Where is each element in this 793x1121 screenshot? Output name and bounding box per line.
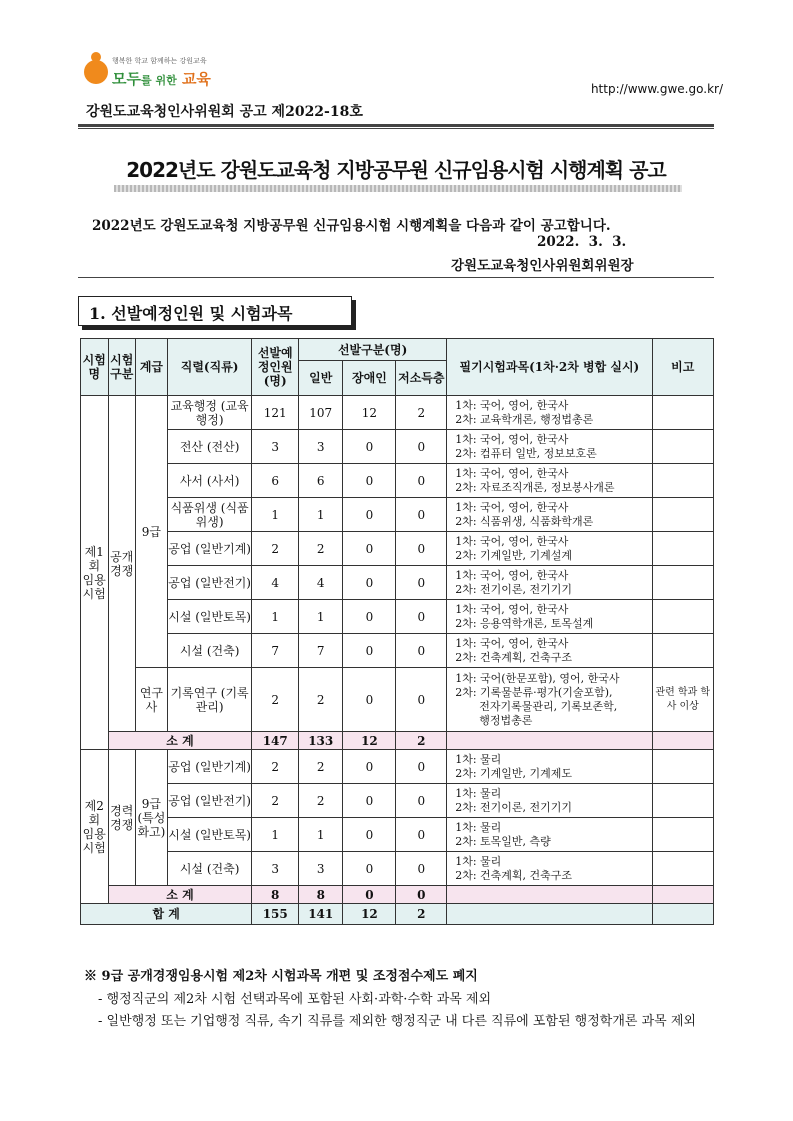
remarks-cell [652, 904, 713, 925]
header-low-income: 저소득층 [396, 361, 447, 396]
subtotal-label: 소 계 [108, 886, 252, 904]
low-income-cell: 0 [396, 566, 447, 600]
remarks-cell [652, 600, 713, 634]
table-row [81, 396, 714, 430]
total-label: 합 계 [81, 904, 252, 925]
planned-cell: 1 [252, 498, 299, 532]
divider [78, 128, 714, 129]
general-cell: 1 [299, 818, 343, 852]
table-row [81, 464, 714, 498]
low-income-cell: 0 [396, 852, 447, 886]
general-cell: 4 [299, 566, 343, 600]
subjects-cell [447, 732, 652, 750]
remarks-cell [652, 732, 713, 750]
low-income-cell: 2 [396, 396, 447, 430]
disabled-cell: 0 [343, 532, 396, 566]
logo-main: 모두를 위한 교육 [112, 70, 211, 88]
subjects-cell: 1차: 국어, 영어, 한국사 2차: 기계일반, 기계설계 [447, 532, 652, 566]
exam-type-cell: 경력경쟁 [108, 750, 136, 886]
signer: 강원도교육청인사위원회위원장 [451, 258, 634, 274]
planned-cell: 3 [252, 430, 299, 464]
planned-cell: 4 [252, 566, 299, 600]
job-cell: 전산 (전산) [167, 430, 252, 464]
planned-cell: 3 [252, 852, 299, 886]
planned-cell: 2 [252, 784, 299, 818]
intro-text: 2022년도 강원도교육청 지방공무원 신규임용시험 시행계획을 다음과 같이 공고합니다. [92, 218, 611, 234]
subjects-cell: 1차: 국어, 영어, 한국사 2차: 건축계획, 건축구조 [447, 634, 652, 668]
planned-cell: 8 [252, 886, 299, 904]
disabled-cell: 0 [343, 668, 396, 732]
remarks-cell: 관련 학과 학사 이상 [652, 668, 713, 732]
planned-cell: 2 [252, 532, 299, 566]
divider [78, 124, 714, 127]
disabled-cell: 0 [343, 852, 396, 886]
disabled-cell: 0 [343, 600, 396, 634]
disabled-cell: 0 [343, 784, 396, 818]
remarks-cell [652, 566, 713, 600]
subjects-cell: 1차: 물리 2차: 기계일반, 기계제도 [447, 750, 652, 784]
header-selection-group: 선발구분(명) [299, 339, 447, 361]
planned-cell: 7 [252, 634, 299, 668]
disabled-cell: 0 [343, 886, 396, 904]
general-cell: 141 [299, 904, 343, 925]
notice-date: 2022. 3. 3. [537, 234, 627, 250]
remarks-cell [652, 464, 713, 498]
footnote-item: - 일반행정 또는 기업행정 직류, 속기 직류를 제외한 행정직군 내 다른 직류에 포함된 행정학개론 과목 제외 [98, 1014, 696, 1029]
job-cell: 시설 (일반토목) [167, 600, 252, 634]
planned-cell: 2 [252, 750, 299, 784]
remarks-cell [652, 784, 713, 818]
subjects-cell [447, 904, 652, 925]
table-row [81, 784, 714, 818]
job-cell: 공업 (일반기계) [167, 750, 252, 784]
table-row [81, 498, 714, 532]
table-row [81, 750, 714, 784]
job-cell: 공업 (일반전기) [167, 566, 252, 600]
general-cell: 133 [299, 732, 343, 750]
disabled-cell: 0 [343, 634, 396, 668]
header-disabled: 장애인 [343, 361, 396, 396]
table-row [81, 818, 714, 852]
job-cell: 시설 (일반토목) [167, 818, 252, 852]
subjects-cell: 1차: 물리 2차: 토목일반, 측량 [447, 818, 652, 852]
table-row [81, 600, 714, 634]
subjects-cell [447, 886, 652, 904]
general-cell: 2 [299, 668, 343, 732]
general-cell: 2 [299, 532, 343, 566]
remarks-cell [652, 852, 713, 886]
remarks-cell [652, 750, 713, 784]
remarks-cell [652, 532, 713, 566]
job-cell: 기록연구 (기록관리) [167, 668, 252, 732]
header-general: 일반 [299, 361, 343, 396]
subjects-cell: 1차: 물리 2차: 전기이론, 전기기기 [447, 784, 652, 818]
logo-slogan: 행복한 학교 함께하는 강원교육 [112, 57, 207, 65]
disabled-cell: 12 [343, 396, 396, 430]
low-income-cell: 0 [396, 430, 447, 464]
grade-cell: 연구사 [136, 668, 168, 732]
job-cell: 사서 (사서) [167, 464, 252, 498]
disabled-cell: 0 [343, 818, 396, 852]
general-cell: 1 [299, 600, 343, 634]
remarks-cell [652, 818, 713, 852]
footnote-item: - 행정직군의 제2차 시험 선택과목에 포함된 사회·과학·수학 과목 제외 [98, 992, 492, 1007]
subtotal-row [81, 732, 714, 750]
subjects-cell: 1차: 국어, 영어, 한국사 2차: 응용역학개론, 토목설계 [447, 600, 652, 634]
subtotal-label: 소 계 [108, 732, 252, 750]
grade-cell: 9급 [136, 396, 168, 668]
low-income-cell: 0 [396, 668, 447, 732]
low-income-cell: 0 [396, 600, 447, 634]
subjects-cell: 1차: 국어, 영어, 한국사 2차: 식품위생, 식품화학개론 [447, 498, 652, 532]
job-cell: 교육행정 (교육행정) [167, 396, 252, 430]
subjects-cell: 1차: 국어, 영어, 한국사 2차: 자료조직개론, 정보봉사개론 [447, 464, 652, 498]
planned-cell: 1 [252, 818, 299, 852]
planned-cell: 1 [252, 600, 299, 634]
header-grade: 계급 [136, 339, 168, 396]
disabled-cell: 0 [343, 566, 396, 600]
job-cell: 시설 (건축) [167, 634, 252, 668]
table-row [81, 634, 714, 668]
remarks-cell [652, 430, 713, 464]
general-cell: 6 [299, 464, 343, 498]
subjects-cell: 1차: 국어, 영어, 한국사 2차: 전기이론, 전기기기 [447, 566, 652, 600]
disabled-cell: 0 [343, 464, 396, 498]
low-income-cell: 0 [396, 464, 447, 498]
job-cell: 공업 (일반전기) [167, 784, 252, 818]
subjects-cell: 1차: 물리 2차: 건축계획, 건축구조 [447, 852, 652, 886]
low-income-cell: 2 [396, 904, 447, 925]
header-planned: 선발예정인원(명) [252, 339, 299, 396]
general-cell: 107 [299, 396, 343, 430]
disabled-cell: 12 [343, 904, 396, 925]
footnote-title: ※ 9급 공개경쟁임용시험 제2차 시험과목 개편 및 조정점수제도 폐지 [84, 969, 478, 984]
subjects-cell: 1차: 국어(한문포함), 영어, 한국사 2차: 기록물분류·평가(기술포함), 전자기록물관리, 기록보존학, 행정법총론 [447, 668, 652, 732]
table-row [81, 668, 714, 732]
remarks-cell [652, 886, 713, 904]
planned-cell: 6 [252, 464, 299, 498]
disabled-cell: 0 [343, 750, 396, 784]
section-heading: 1. 선발예정인원 및 시험과목 [78, 296, 352, 326]
title-underline [114, 185, 682, 192]
remarks-cell [652, 498, 713, 532]
job-cell: 시설 (건축) [167, 852, 252, 886]
general-cell: 8 [299, 886, 343, 904]
low-income-cell: 0 [396, 784, 447, 818]
table-row [81, 430, 714, 464]
website-url[interactable]: http://www.gwe.go.kr/ [590, 82, 723, 96]
remarks-cell [652, 396, 713, 430]
low-income-cell: 0 [396, 532, 447, 566]
subjects-cell: 1차: 국어, 영어, 한국사 2차: 컴퓨터 일반, 정보보호론 [447, 430, 652, 464]
exam-name-cell: 제2회 임용시험 [81, 750, 109, 904]
low-income-cell: 0 [396, 634, 447, 668]
header-exam-type: 시험구분 [108, 339, 136, 396]
person-icon [84, 60, 108, 84]
general-cell: 3 [299, 852, 343, 886]
planned-cell: 2 [252, 668, 299, 732]
low-income-cell: 2 [396, 732, 447, 750]
exam-type-cell: 공개경쟁 [108, 396, 136, 732]
header-job: 직렬(직류) [167, 339, 252, 396]
table-row [81, 566, 714, 600]
disabled-cell: 0 [343, 430, 396, 464]
subjects-cell: 1차: 국어, 영어, 한국사 2차: 교육학개론, 행정법총론 [447, 396, 652, 430]
disabled-cell: 12 [343, 732, 396, 750]
divider [78, 277, 714, 278]
low-income-cell: 0 [396, 886, 447, 904]
job-cell: 공업 (일반기계) [167, 532, 252, 566]
general-cell: 3 [299, 430, 343, 464]
job-cell: 식품위생 (식품위생) [167, 498, 252, 532]
exam-name-cell: 제1회 임용시험 [81, 396, 109, 750]
total-row [81, 904, 714, 925]
header-remarks: 비고 [652, 339, 713, 396]
low-income-cell: 0 [396, 818, 447, 852]
planned-cell: 147 [252, 732, 299, 750]
table-row [81, 852, 714, 886]
page-title: 2022년도 강원도교육청 지방공무원 신규임용시험 시행계획 공고 [126, 158, 666, 182]
general-cell: 1 [299, 498, 343, 532]
general-cell: 2 [299, 784, 343, 818]
disabled-cell: 0 [343, 498, 396, 532]
low-income-cell: 0 [396, 498, 447, 532]
planned-cell: 121 [252, 396, 299, 430]
table-row [81, 532, 714, 566]
general-cell: 7 [299, 634, 343, 668]
general-cell: 2 [299, 750, 343, 784]
education-logo [84, 54, 244, 94]
planned-cell: 155 [252, 904, 299, 925]
low-income-cell: 0 [396, 750, 447, 784]
header-subjects: 필기시험과목(1차·2차 병합 실시) [447, 339, 652, 396]
remarks-cell [652, 634, 713, 668]
selection-table [80, 338, 714, 925]
grade-cell: 9급(특성화고) [136, 750, 168, 886]
subtotal-row [81, 886, 714, 904]
header-exam-name: 시험명 [81, 339, 109, 396]
notice-number: 강원도교육청인사위원회 공고 제2022-18호 [86, 104, 363, 120]
